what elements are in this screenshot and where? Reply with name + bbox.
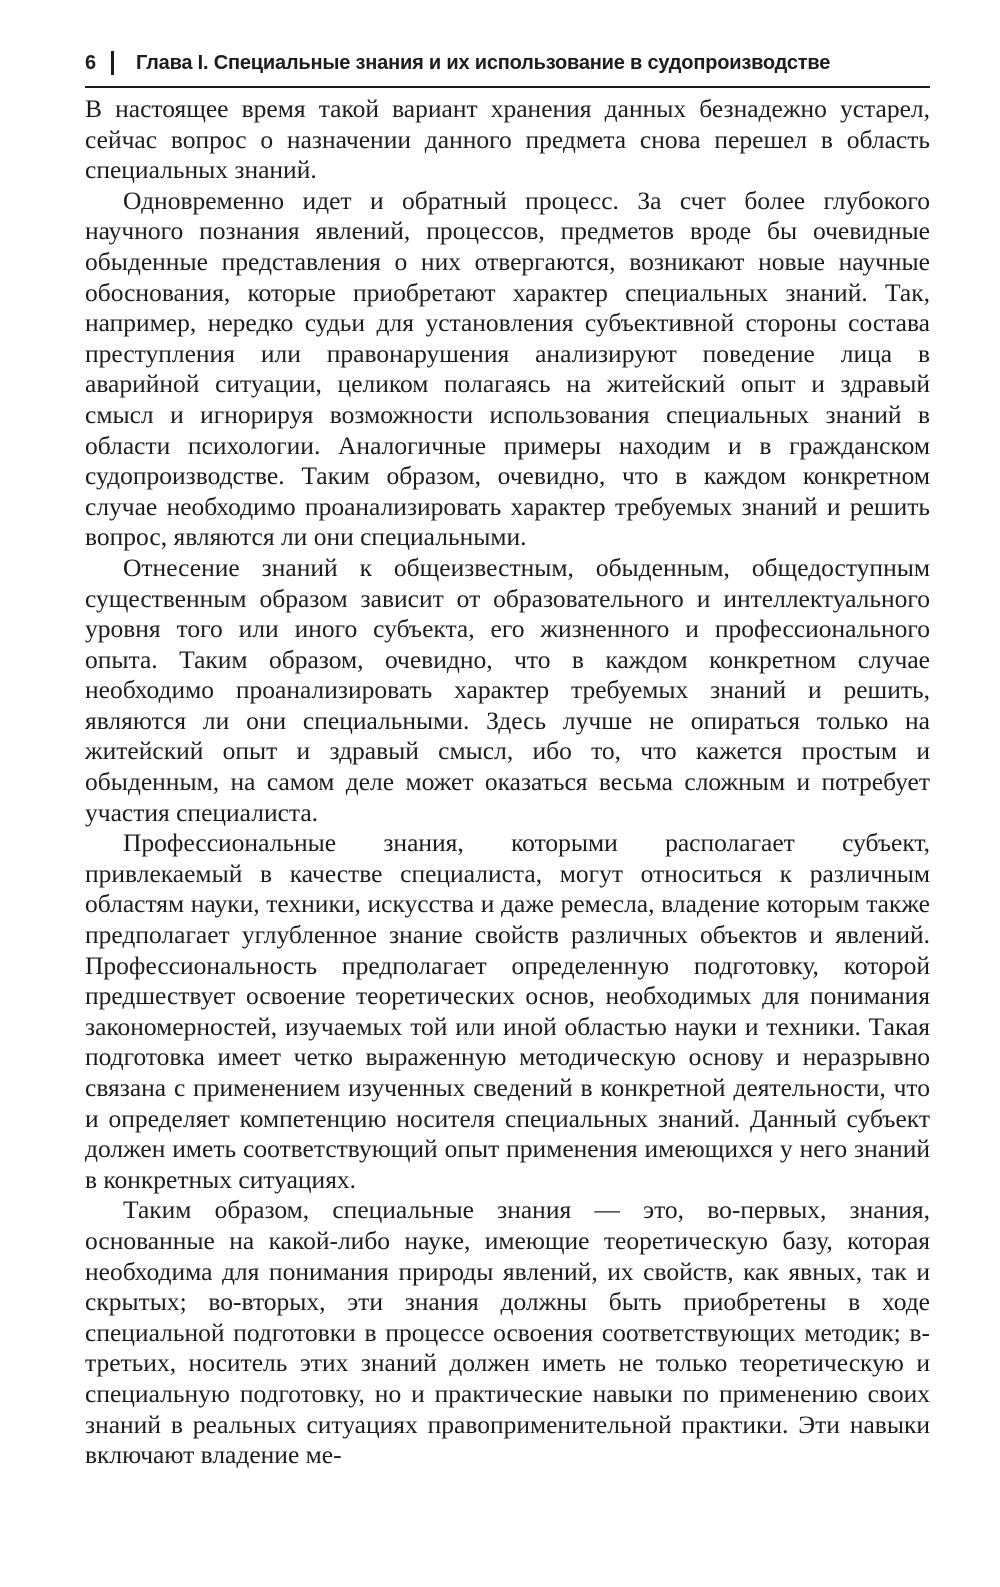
paragraph-5: Таким образом, специальные знания — это, во-первых, знания, основанные на какой-либо науке, имеющие теоретическую базу, которая необходима для понимания природы явлений, их свойств, как явных, так и скрытых; во-вторых, эти знания должны быть приобретены в ходе специальной подготовки в процессе освоения соответствующих методик; в-третьих, носитель этих знаний должен иметь не только теоретическую и специальную подготовку, но и практические навыки по применению своих знаний в реальных ситуациях правоприменительной практики. Эти навыки включают владение ме-: [85, 1195, 930, 1470]
header-separator: [111, 51, 114, 75]
paragraph-1: В настоящее время такой вариант хранения данных безнадежно устарел, сейчас вопрос о назначении данного предмета снова перешел в область специальных знаний.: [85, 94, 930, 185]
paragraph-2: Одновременно идет и обратный процесс. За счет более глубокого научного познания явлений, процессов, предметов вроде бы очевидные обыденные представления о них отвергаются, возникают новые научные обоснования, которые приобретают характер специальных знаний. Так, например, нередко судьи для установления субъективной стороны состава преступления или правонарушения анализируют поведение лица в аварийной ситуации, целиком полагаясь на житейский опыт и здравый смысл и игнорируя возможности использования специальных знаний в области психологии. Аналогичные примеры находим и в гражданском судопроизводстве. Таким образом, очевидно, что в каждом конкретном случае необходимо проанализировать характер требуемых знаний и решить вопрос, являются ли они специальными.: [85, 185, 930, 552]
chapter-title: Глава I. Специальные знания и их использование в судопроизводстве: [136, 51, 831, 74]
page-number: 6: [85, 51, 96, 74]
body-text: [85, 94, 930, 1471]
running-head: [85, 40, 930, 88]
book-page: [85, 40, 930, 1560]
paragraph-3: Отнесение знаний к общеизвестным, обыденным, общедоступным существенным образом зависит от образовательного и интеллектуального уровня того или иного субъекта, его жизненного и профессионального опыта. Таким образом, очевидно, что в каждом конкретном случае необходимо проанализировать характер требуемых знаний и решить, являются ли они специальными. Здесь лучше не опираться только на житейский опыт и здравый смысл, ибо то, что кажется простым и обыденным, на самом деле может оказаться весьма сложным и потребует участия специалиста.: [85, 552, 930, 827]
paragraph-4: Профессиональные знания, которыми располагает субъект, привлекаемый в качестве специалиста, могут относиться к различным областям науки, техники, искусства и даже ремесла, владение которым также предполагает углубленное знание свойств различных объектов и явлений. Профессиональность предполагает определенную подготовку, которой предшествует освоение теоретических основ, необходимых для понимания закономерностей, изучаемых той или иной областью науки и техники. Такая подготовка имеет четко выраженную методическую основу и неразрывно связана с применением изученных сведений в конкретной деятельности, что и определяет компетенцию носителя специальных знаний. Данный субъект должен иметь соответствующий опыт применения имеющихся у него знаний в конкретных ситуациях.: [85, 828, 930, 1194]
